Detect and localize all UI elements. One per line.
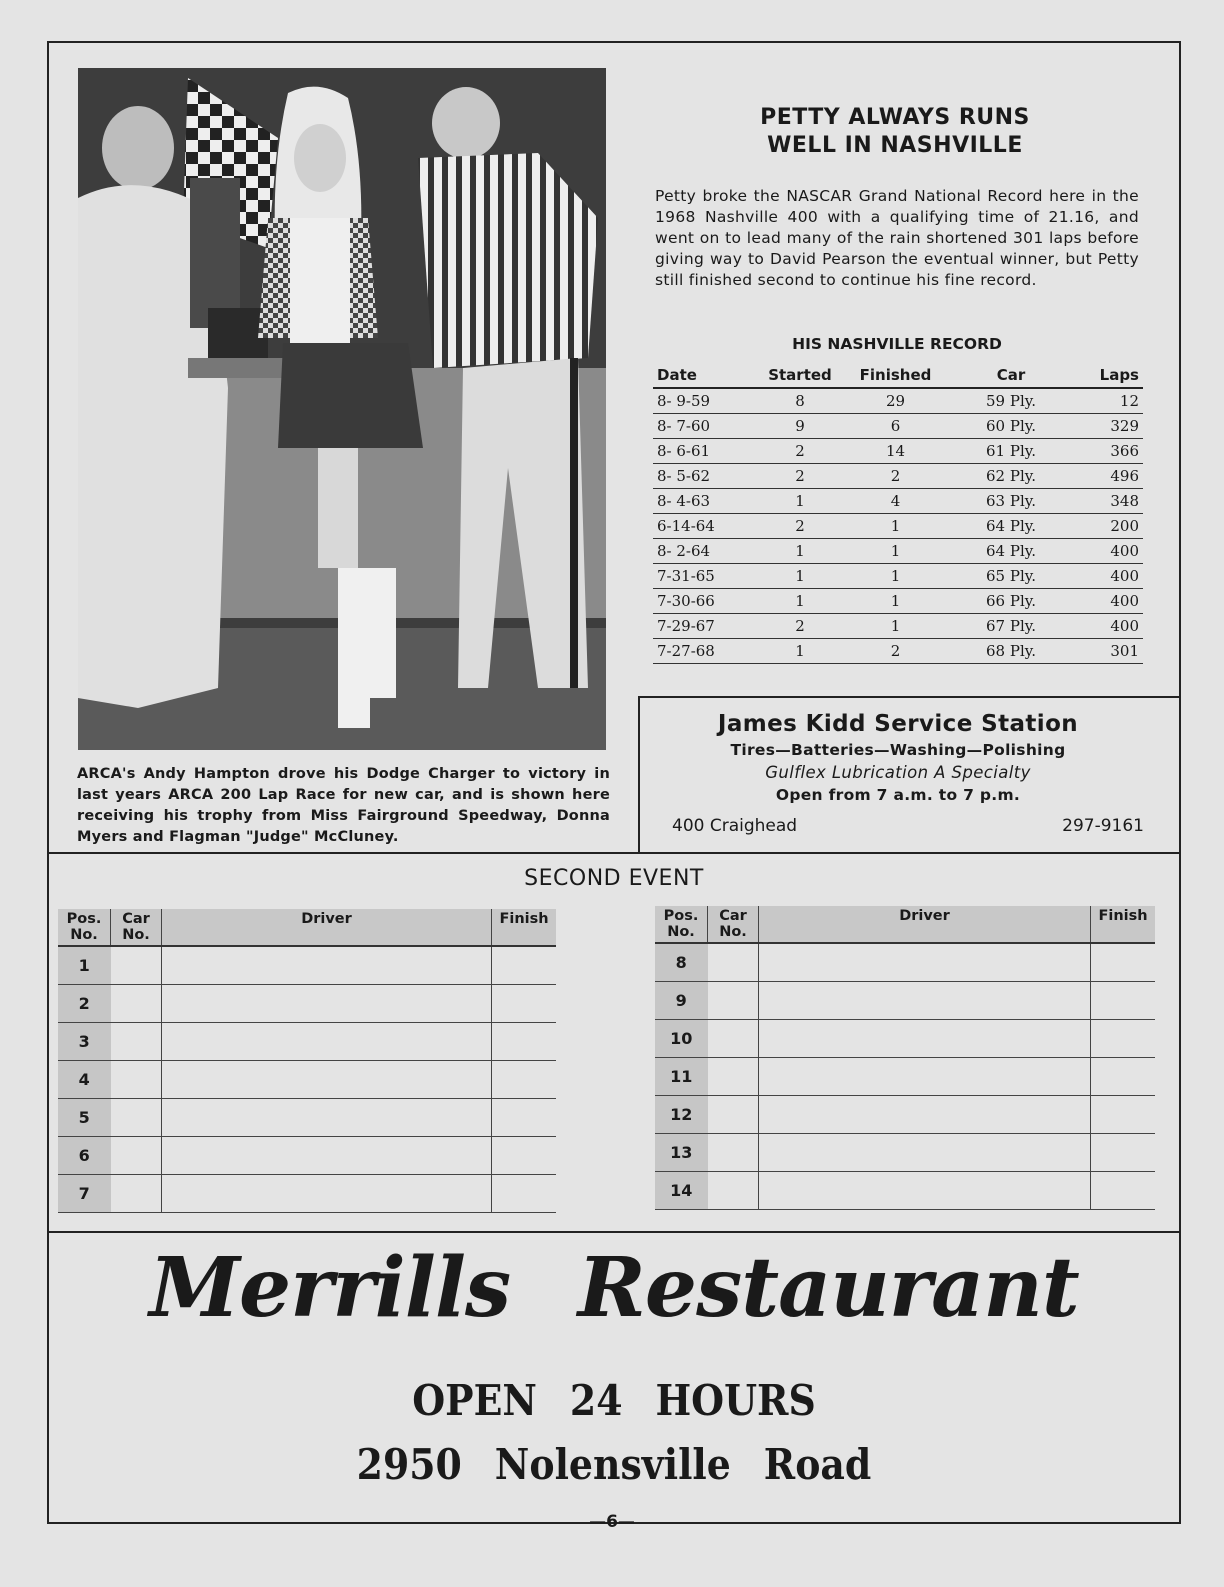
record-cell-laps: 329 — [1075, 414, 1143, 439]
record-cell-car: 62 Ply. — [947, 464, 1075, 489]
grid-row — [58, 946, 556, 985]
finish-cell[interactable] — [492, 985, 557, 1023]
trophy-photo — [78, 68, 606, 750]
finish-cell[interactable] — [492, 946, 557, 985]
record-row — [653, 514, 1143, 539]
record-header-row — [653, 363, 1143, 388]
record-cell-car: 68 Ply. — [947, 639, 1075, 664]
merrills-name: Merrills Restaurant — [149, 1240, 1079, 1336]
grid-row — [58, 1061, 556, 1099]
article-headline — [655, 104, 1135, 160]
divider-above-merrills — [47, 1231, 1181, 1233]
event-grid-right — [655, 906, 1155, 1210]
grid-row — [655, 1134, 1155, 1172]
col-date: Date — [653, 363, 756, 388]
record-title: HIS NASHVILLE RECORD — [792, 335, 1002, 353]
record-cell-date: 7-31-65 — [653, 564, 756, 589]
finish-cell[interactable] — [492, 1023, 557, 1061]
record-row — [653, 614, 1143, 639]
driver-cell[interactable] — [162, 1061, 492, 1099]
grid-row — [655, 1020, 1155, 1058]
record-cell-started: 1 — [756, 489, 844, 514]
record-row — [653, 414, 1143, 439]
car-number-cell[interactable] — [111, 1023, 162, 1061]
record-row — [653, 564, 1143, 589]
driver-cell[interactable] — [162, 1023, 492, 1061]
driver-cell[interactable] — [162, 946, 492, 985]
pos-number: 8 — [655, 943, 708, 982]
photo-illustration — [78, 68, 606, 750]
car-number-cell[interactable] — [111, 1137, 162, 1175]
driver-cell[interactable] — [162, 1175, 492, 1213]
kidd-title: James Kidd Service Station — [717, 711, 1079, 737]
col-car: Car — [947, 363, 1075, 388]
driver-cell[interactable] — [759, 1172, 1091, 1210]
record-cell-started: 1 — [756, 639, 844, 664]
pos-number: 6 — [58, 1137, 111, 1175]
record-cell-laps: 400 — [1075, 589, 1143, 614]
pos-number: 12 — [655, 1096, 708, 1134]
header-finish: Finish — [1091, 906, 1156, 943]
record-cell-laps: 348 — [1075, 489, 1143, 514]
header-pos: Pos. No. — [58, 909, 111, 946]
divider-ad-left — [638, 696, 640, 854]
record-cell-laps: 12 — [1075, 388, 1143, 414]
record-cell-started: 1 — [756, 564, 844, 589]
grid-row — [58, 1099, 556, 1137]
grid-left-rows — [58, 946, 556, 1213]
finish-cell[interactable] — [1091, 982, 1156, 1020]
col-laps: Laps — [1075, 363, 1143, 388]
header-driver: Driver — [759, 906, 1091, 943]
record-row — [653, 639, 1143, 664]
record-cell-started: 2 — [756, 614, 844, 639]
record-cell-laps: 200 — [1075, 514, 1143, 539]
record-cell-finished: 4 — [844, 489, 947, 514]
kidd-phone: 297-9161 — [1062, 816, 1144, 836]
headline-line-2: WELL IN NASHVILLE — [767, 133, 1023, 158]
car-number-cell[interactable] — [708, 1020, 759, 1058]
grid-row — [58, 1175, 556, 1213]
grid-right-rows — [655, 943, 1155, 1210]
header-car: Car No. — [708, 906, 759, 943]
record-row — [653, 439, 1143, 464]
grid-row — [655, 1172, 1155, 1210]
grid-left-header — [58, 909, 556, 946]
pos-number: 9 — [655, 982, 708, 1020]
record-cell-started: 2 — [756, 514, 844, 539]
record-cell-finished: 2 — [844, 464, 947, 489]
record-cell-laps: 400 — [1075, 614, 1143, 639]
finish-cell[interactable] — [1091, 943, 1156, 982]
record-cell-date: 8- 6-61 — [653, 439, 756, 464]
divider-above-event — [47, 852, 1181, 854]
col-finished: Finished — [844, 363, 947, 388]
kidd-ad — [647, 707, 1149, 804]
grid-right-header — [655, 906, 1155, 943]
record-cell-laps: 400 — [1075, 564, 1143, 589]
record-cell-started: 1 — [756, 589, 844, 614]
record-cell-started: 1 — [756, 539, 844, 564]
record-row — [653, 388, 1143, 414]
pos-number: 1 — [58, 946, 111, 985]
record-cell-finished: 1 — [844, 589, 947, 614]
record-cell-date: 7-29-67 — [653, 614, 756, 639]
car-number-cell[interactable] — [708, 943, 759, 982]
pos-number: 11 — [655, 1058, 708, 1096]
record-cell-started: 8 — [756, 388, 844, 414]
headline-line-1: PETTY ALWAYS RUNS — [760, 105, 1030, 130]
pos-number: 14 — [655, 1172, 708, 1210]
record-cell-date: 6-14-64 — [653, 514, 756, 539]
record-cell-finished: 1 — [844, 514, 947, 539]
finish-cell[interactable] — [492, 1061, 557, 1099]
finish-cell[interactable] — [1091, 1096, 1156, 1134]
record-rows — [653, 388, 1143, 664]
grid-row — [655, 1058, 1155, 1096]
finish-cell[interactable] — [1091, 1172, 1156, 1210]
pos-number: 4 — [58, 1061, 111, 1099]
car-number-cell[interactable] — [708, 1058, 759, 1096]
grid-row — [58, 1023, 556, 1061]
record-cell-date: 7-27-68 — [653, 639, 756, 664]
record-row — [653, 589, 1143, 614]
car-number-cell[interactable] — [111, 1061, 162, 1099]
finish-cell[interactable] — [1091, 1020, 1156, 1058]
driver-cell[interactable] — [759, 1058, 1091, 1096]
record-cell-finished: 1 — [844, 539, 947, 564]
record-cell-car: 60 Ply. — [947, 414, 1075, 439]
driver-cell[interactable] — [759, 1096, 1091, 1134]
record-row — [653, 539, 1143, 564]
header-driver: Driver — [162, 909, 492, 946]
event-title: SECOND EVENT — [524, 866, 704, 891]
record-table — [653, 363, 1143, 664]
car-number-cell[interactable] — [708, 1096, 759, 1134]
car-number-cell[interactable] — [708, 982, 759, 1020]
driver-cell[interactable] — [162, 1137, 492, 1175]
photo-caption: ARCA's Andy Hampton drove his Dodge Charger to victory in last years ARCA 200 Lap Race for new car, and is shown here receiving his trophy from Miss Fairground Speedway, Donna Myers and Flagman "Judge" McCluney. — [77, 766, 610, 845]
record-cell-car: 61 Ply. — [947, 439, 1075, 464]
record-cell-date: 8- 9-59 — [653, 388, 756, 414]
record-cell-laps: 366 — [1075, 439, 1143, 464]
pos-number: 13 — [655, 1134, 708, 1172]
record-cell-car: 63 Ply. — [947, 489, 1075, 514]
grid-row — [58, 1137, 556, 1175]
divider-above-ad — [638, 696, 1181, 698]
record-cell-car: 64 Ply. — [947, 514, 1075, 539]
grid-row — [655, 1096, 1155, 1134]
grid-row — [58, 985, 556, 1023]
record-cell-finished: 6 — [844, 414, 947, 439]
pos-number: 5 — [58, 1099, 111, 1137]
merrills-address: 2950 Nolensville Road — [356, 1440, 872, 1489]
record-cell-car: 59 Ply. — [947, 388, 1075, 414]
kidd-services: Tires—Batteries—Washing—Polishing — [730, 741, 1066, 759]
driver-cell[interactable] — [162, 1099, 492, 1137]
record-cell-finished: 29 — [844, 388, 947, 414]
record-cell-started: 2 — [756, 439, 844, 464]
car-number-cell[interactable] — [708, 1134, 759, 1172]
finish-cell[interactable] — [492, 1137, 557, 1175]
record-row — [653, 489, 1143, 514]
car-number-cell[interactable] — [708, 1172, 759, 1210]
grid-row — [655, 982, 1155, 1020]
grid-row — [655, 943, 1155, 982]
record-cell-date: 7-30-66 — [653, 589, 756, 614]
record-cell-car: 66 Ply. — [947, 589, 1075, 614]
record-cell-date: 8- 5-62 — [653, 464, 756, 489]
pos-number: 3 — [58, 1023, 111, 1061]
record-cell-car: 67 Ply. — [947, 614, 1075, 639]
car-number-cell[interactable] — [111, 946, 162, 985]
record-cell-finished: 1 — [844, 564, 947, 589]
record-cell-car: 64 Ply. — [947, 539, 1075, 564]
pos-number: 2 — [58, 985, 111, 1023]
record-cell-finished: 2 — [844, 639, 947, 664]
record-cell-car: 65 Ply. — [947, 564, 1075, 589]
merrills-hours: OPEN 24 HOURS — [412, 1376, 816, 1425]
record-cell-finished: 14 — [844, 439, 947, 464]
driver-cell[interactable] — [759, 1020, 1091, 1058]
article-body: Petty broke the NASCAR Grand National Record here in the 1968 Nashville 400 with a qualifying time of 21.16, and went on to lead many of the rain shortened 301 laps before giving way to David Pearson the eventual winner, but Petty still finished second to continue his fine record. — [655, 187, 1139, 289]
finish-cell[interactable] — [492, 1175, 557, 1213]
pos-number: 10 — [655, 1020, 708, 1058]
record-cell-date: 8- 4-63 — [653, 489, 756, 514]
kidd-specialty: Gulflex Lubrication A Specialty — [765, 763, 1031, 782]
record-cell-started: 2 — [756, 464, 844, 489]
record-cell-finished: 1 — [844, 614, 947, 639]
finish-cell[interactable] — [1091, 1058, 1156, 1096]
record-cell-date: 8- 7-60 — [653, 414, 756, 439]
car-number-cell[interactable] — [111, 985, 162, 1023]
finish-cell[interactable] — [1091, 1134, 1156, 1172]
col-started: Started — [756, 363, 844, 388]
page-number: —6— — [589, 1512, 635, 1532]
driver-cell[interactable] — [759, 982, 1091, 1020]
record-cell-date: 8- 2-64 — [653, 539, 756, 564]
pos-number: 7 — [58, 1175, 111, 1213]
car-number-cell[interactable] — [111, 1175, 162, 1213]
event-grid-left — [58, 909, 556, 1213]
header-pos: Pos. No. — [655, 906, 708, 943]
header-finish: Finish — [492, 909, 557, 946]
driver-cell[interactable] — [162, 985, 492, 1023]
kidd-hours: Open from 7 a.m. to 7 p.m. — [775, 786, 1021, 804]
driver-cell[interactable] — [759, 1134, 1091, 1172]
driver-cell[interactable] — [759, 943, 1091, 982]
record-cell-started: 9 — [756, 414, 844, 439]
record-row — [653, 464, 1143, 489]
finish-cell[interactable] — [492, 1099, 557, 1137]
kidd-address: 400 Craighead — [672, 816, 798, 836]
car-number-cell[interactable] — [111, 1099, 162, 1137]
record-cell-laps: 301 — [1075, 639, 1143, 664]
record-cell-laps: 400 — [1075, 539, 1143, 564]
record-cell-laps: 496 — [1075, 464, 1143, 489]
header-car: Car No. — [111, 909, 162, 946]
